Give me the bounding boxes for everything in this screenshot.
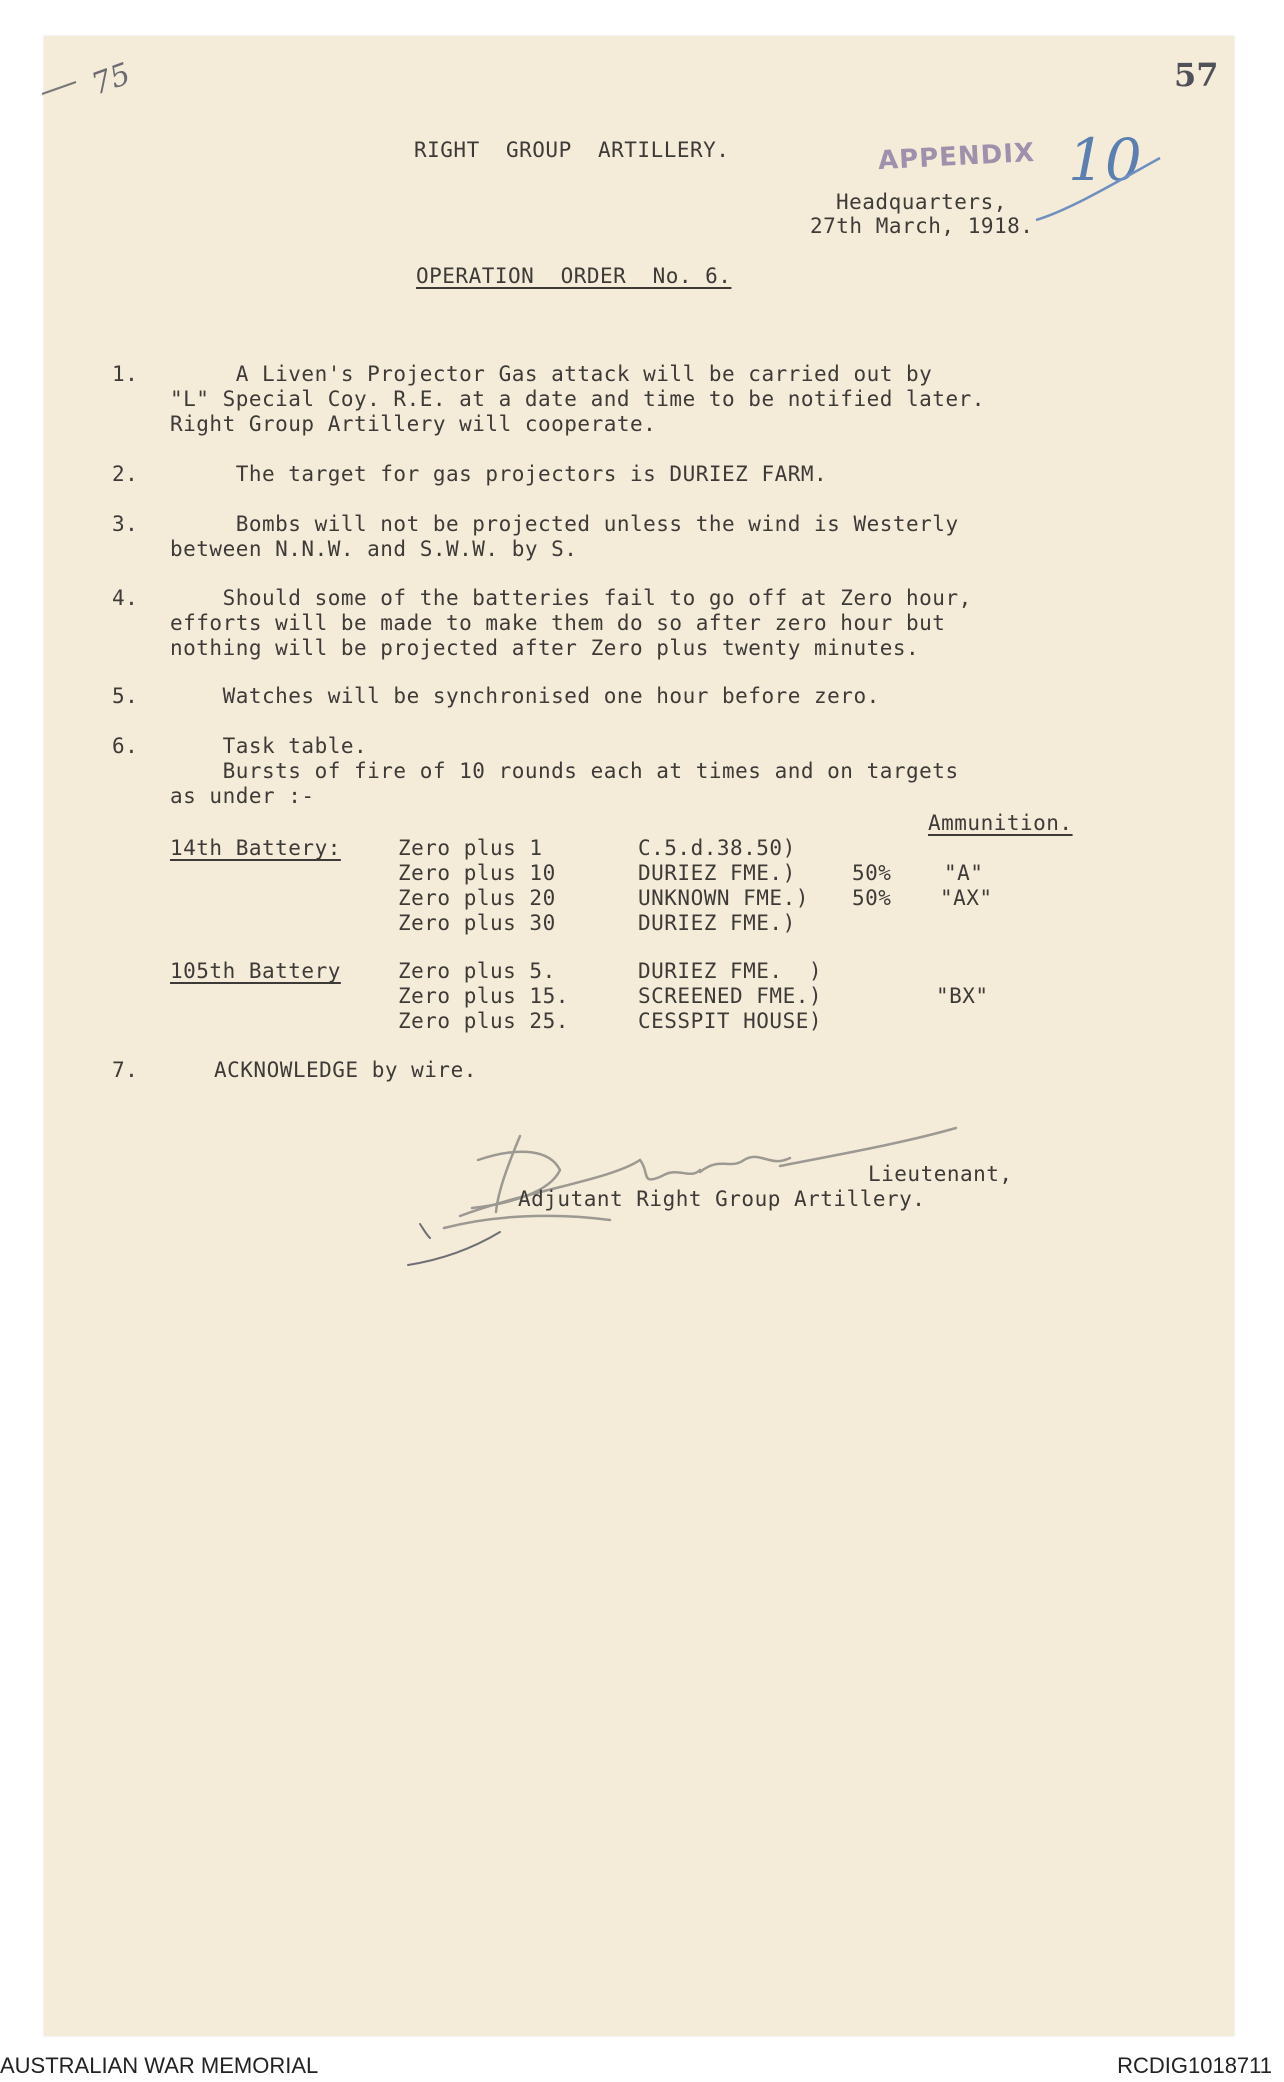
fire-time: Zero plus 5. [398,959,556,983]
para-line: Should some of the batteries fail to go off at Zero hour, [170,586,972,610]
para-line: Watches will be synchronised one hour before zero. [170,684,880,708]
document-page [44,36,1234,2036]
para-line: Bursts of fire of 10 rounds each at times and on targets [170,759,959,783]
footer-source: AUSTRALIAN WAR MEMORIAL [0,2053,319,2078]
fire-target: SCREENED FME.) [638,984,823,1008]
order-title: OPERATION ORDER No. 6. [416,264,732,288]
fire-time: Zero plus 10 [398,861,556,885]
order-date: 27th March, 1918. [810,214,1034,238]
footer-reference: RCDIG1018711 [1117,2053,1272,2078]
fire-target: C.5.d.38.50) [638,836,796,860]
ammo-type: "AX" [940,886,993,910]
ammo-type: "BX" [936,984,989,1008]
para-number: 7. [112,1058,139,1082]
para-line: nothing will be projected after Zero plus twenty minutes. [170,636,920,660]
para-line: as under :- [170,784,315,808]
battery-name: 14th Battery: [170,836,341,860]
para-number: 5. [112,684,139,708]
signatory-title: Adjutant Right Group Artillery. [518,1187,926,1211]
pencil-dash [40,78,80,98]
para-number: 4. [112,586,139,610]
fire-target: UNKNOWN FME.) [638,886,809,910]
para-line: between N.N.W. and S.W.W. by S. [170,537,578,561]
para-number: 2. [112,462,139,486]
hq-location: Headquarters, [836,190,1007,214]
para-line: Right Group Artillery will cooperate. [170,412,657,436]
fire-target: DURIEZ FME.) [638,911,796,935]
fire-time: Zero plus 1 [398,836,543,860]
para-number: 6. [112,734,139,758]
ammunition-header: Ammunition. [928,811,1073,835]
ammo-percent: 50% [852,886,892,910]
fire-target: DURIEZ FME. ) [638,959,823,983]
fire-target: DURIEZ FME.) [638,861,796,885]
fire-time: Zero plus 15. [398,984,569,1008]
para-number: 1. [112,362,139,386]
fire-target: CESSPIT HOUSE) [638,1009,823,1033]
fire-time: Zero plus 20 [398,886,556,910]
acknowledge-line: ACKNOWLEDGE by wire. [214,1058,477,1082]
para-number: 3. [112,512,139,536]
ammo-percent: 50% [852,861,892,885]
para-line: efforts will be made to make them do so after zero hour but [170,611,946,635]
signatory-rank: Lieutenant, [868,1162,1013,1186]
para-line: A Liven's Projector Gas attack will be carried out by [170,362,933,386]
fire-time: Zero plus 25. [398,1009,569,1033]
para-line: "L" Special Coy. R.E. at a date and time to be notified later. [170,387,985,411]
para-line: Task table. [170,734,368,758]
appendix-number: 10 [1068,126,1142,194]
para-line: The target for gas projectors is DURIEZ FARM. [170,462,828,486]
page-number: 57 [1174,56,1219,94]
battery-name: 105th Battery [170,959,341,983]
unit-heading: RIGHT GROUP ARTILLERY. [414,138,730,162]
appendix-stamp: APPENDIX [877,137,1036,177]
fire-time: Zero plus 30 [398,911,556,935]
pencil-annotation: 75 [87,56,136,103]
appendix-underline [1030,150,1170,230]
ammo-type: "A" [944,861,984,885]
para-line: Bombs will not be projected unless the wind is Westerly [170,512,959,536]
